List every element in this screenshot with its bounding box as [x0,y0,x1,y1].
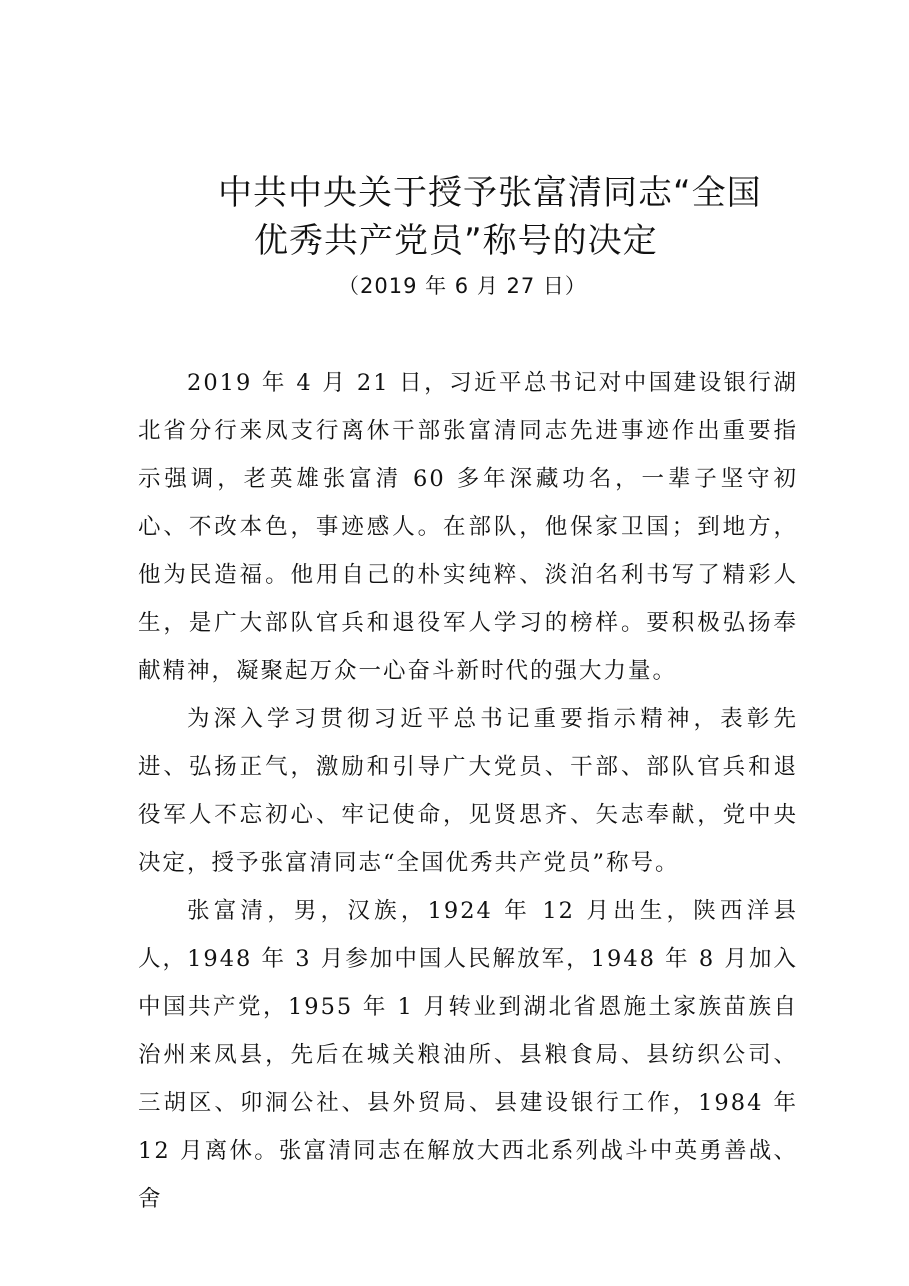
paragraph-1: 2019 年 4 月 21 日，习近平总书记对中国建设银行湖北省分行来凤支行离休干部张富清同志先进事迹作出重要指示强调，老英雄张富清 60 多年深藏功名，一辈子坚守初心、不改本色，事迹感人。在部队，他保家卫国；到地方，他为民造福。他用自己的朴实纯粹、淡泊名利书写了精彩人生，是广大部队官兵和退役军人学习的榜样。要积极弘扬奉献精神，凝聚起万众一心奋斗新时代的强大力量。 [138,370,798,684]
document-title-line-1: 中共中央关于授予张富清同志“全国 [218,173,762,213]
document-title-line-2: 优秀共产党员”称号的决定 [254,221,658,261]
paragraph-2: 为深入学习贯彻习近平总书记重要指示精神，表彰先进、弘扬正气，激励和引导广大党员、干部、部队官兵和退役军人不忘初心、牢记使命，见贤思齐、矢志奉献，党中央决定，授予张富清同志“全国优秀共产党员”称号。 [138,706,798,876]
paragraph-3: 张富清，男，汉族，1924 年 12 月出生，陕西洋县人，1948 年 3 月参加中国人民解放军，1948 年 8 月加入中国共产党，1955 年 1 月转业到湖北省恩施土家族苗族自治州来凤县，先后在城关粮油所、县粮食局、县纺织公司、三胡区、卯洞公社、县外贸局、县建设银行工作，1984 年 12 月离休。张富清同志在解放大西北系列战斗中英勇善战、舍 [138,898,798,1212]
document-date: （2019 年 6 月 27 日） [338,274,587,298]
document-body [138,359,798,1223]
